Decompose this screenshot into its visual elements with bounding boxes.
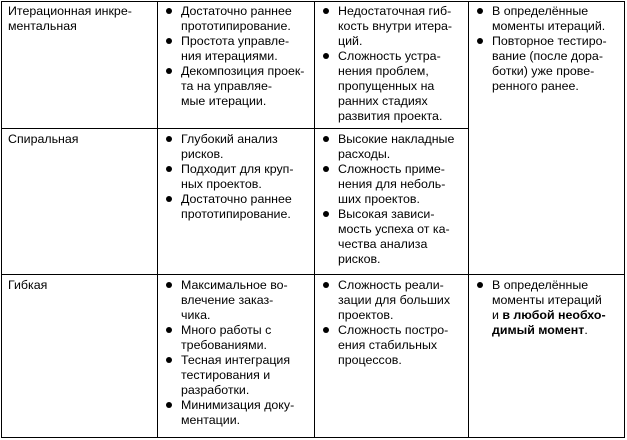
list-item: Сложность устра- нения проблем, пропущенных на ранних стадиях развития проекта. [320, 49, 468, 124]
model-name-cell [8, 4, 154, 34]
list-item: Сложность приме- нения для неболь- ших проектов. [320, 162, 468, 207]
list-item: Декомпозиция проек- та на управляе- мые итерации. [163, 64, 313, 109]
advantages-list [163, 132, 313, 222]
list-item: Повторное тестиро- вание (после дора- ботки) уже прове- ренного ранее. [474, 34, 624, 94]
testing-text-end: . [584, 323, 588, 337]
disadvantages-cell [320, 278, 468, 368]
model-name-cell [8, 132, 154, 147]
list-item: Высокая зависи- мость успеха от ка- чества анализа рисков. [320, 207, 468, 267]
disadvantages-list [320, 4, 468, 124]
list-item: Сложность реали- зации для больших проектов. [320, 278, 468, 323]
row-divider [2, 274, 624, 275]
list-item: Максимальное во- влечение заказ- чика. [163, 278, 313, 323]
list-item: Много работы с требованиями. [163, 323, 313, 353]
advantages-list [163, 4, 313, 109]
disadvantages-list [320, 132, 468, 267]
advantages-cell [163, 4, 313, 109]
model-name: Гибкая [8, 278, 48, 292]
model-name-cell [8, 278, 154, 293]
list-item: Сложность постро- ения стабильных процессов. [320, 323, 468, 368]
list-item: В определённые моменты итераций. [474, 4, 624, 34]
list-item: Высокие накладные расходы. [320, 132, 468, 162]
testing-cell [474, 278, 624, 338]
model-name: Спиральная [8, 132, 79, 146]
column-divider [468, 2, 469, 437]
list-item: Достаточно раннее прототипирование. [163, 4, 313, 34]
column-divider [314, 2, 315, 437]
list-item: Достаточно раннее прототипирование. [163, 192, 313, 222]
testing-text: В определённые моменты итераций и [492, 278, 602, 322]
disadvantages-list [320, 278, 468, 368]
testing-emphasis: в любой необхо- димый момент [492, 308, 606, 337]
list-item [474, 278, 624, 338]
advantages-cell [163, 278, 313, 428]
testing-list [474, 278, 624, 338]
disadvantages-cell [320, 132, 468, 267]
model-name: Итерационная инкре- ментальная [8, 4, 132, 33]
disadvantages-cell [320, 4, 468, 124]
column-divider [157, 2, 158, 437]
list-item: Минимизация доку- ментации. [163, 398, 313, 428]
comparison-table [1, 1, 625, 438]
list-item: Тесная интеграция тестирования и разработки. [163, 353, 313, 398]
testing-cell [474, 4, 624, 94]
advantages-list [163, 278, 313, 428]
testing-list [474, 4, 624, 94]
row-divider [2, 128, 468, 129]
list-item: Простота управле- ния итерациями. [163, 34, 313, 64]
list-item: Недостаточная гиб- кость внутри итера- ций. [320, 4, 468, 49]
advantages-cell [163, 132, 313, 222]
list-item: Глубокий анализ рисков. [163, 132, 313, 162]
list-item: Подходит для круп- ных проектов. [163, 162, 313, 192]
